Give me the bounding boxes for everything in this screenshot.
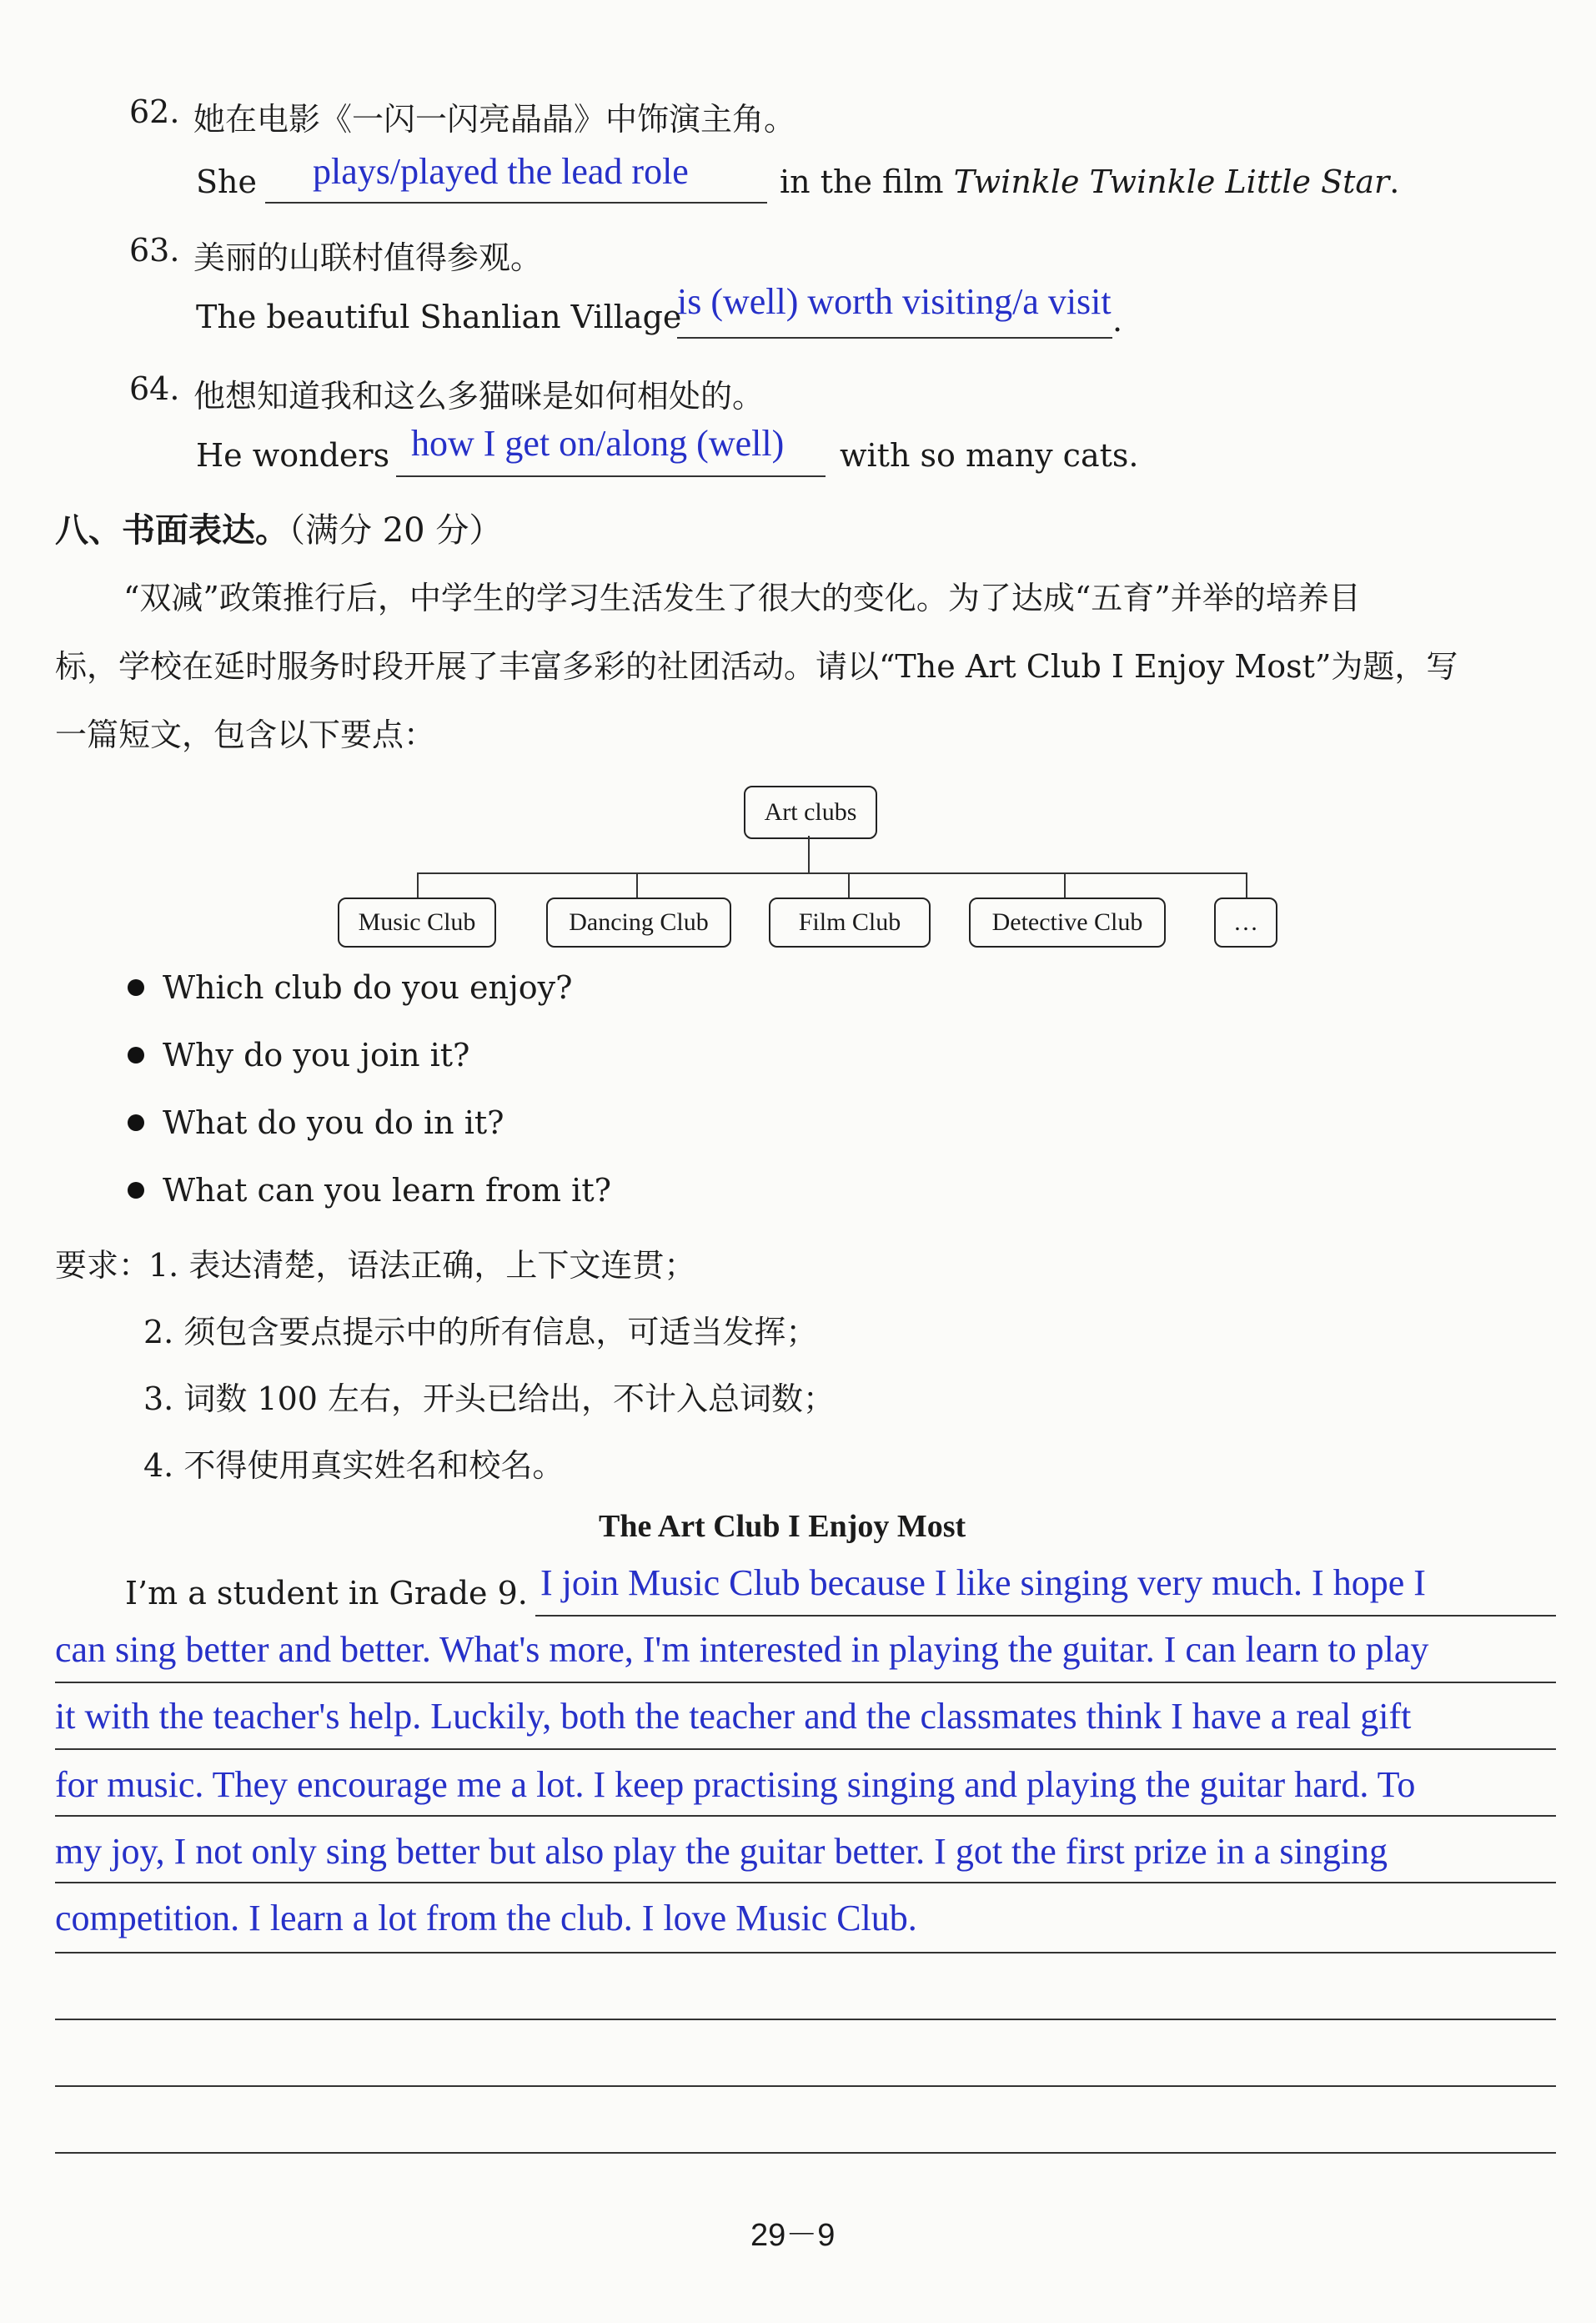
bullet-text-1: Which club do you enjoy?: [163, 969, 573, 1006]
intro-line-2: 标，学校在延时服务时段开展了丰富多彩的社团活动。请以“The Art Club I Enjoy Most”为题，写: [55, 648, 1458, 685]
writing-line-3[interactable]: [55, 1748, 1556, 1750]
bullet-text-3: What do you do in it?: [163, 1104, 504, 1141]
diagram-stem-1: [417, 872, 419, 898]
question-63-answer: is (well) worth visiting/a visit: [677, 281, 1112, 322]
essay-line-3: it with the teacher's help. Luckily, both the teacher and the classmates think I have a real gift: [55, 1696, 1412, 1737]
question-63-number: 63.: [129, 232, 180, 269]
bullet-dot-4: [128, 1182, 144, 1199]
bullet-dot-2: [128, 1047, 144, 1063]
diagram-stem-4: [1064, 872, 1066, 898]
essay-line-1: I join Music Club because I like singing very much. I hope I: [540, 1562, 1426, 1603]
question-62-number: 62.: [129, 93, 180, 130]
diagram-node-more: …: [1214, 898, 1277, 948]
section-title: 八、书面表达。: [55, 510, 289, 550]
diagram-root: Art clubs: [744, 786, 877, 839]
question-62-period: .: [1389, 163, 1400, 200]
essay-line-2: can sing better and better. What's more, I'm interested in playing the guitar. I can learn to play: [55, 1629, 1429, 1670]
requirements-label: 要求：: [55, 1247, 151, 1284]
question-62-chinese: 她在电影《一闪一闪亮晶晶》中饰演主角。: [193, 101, 796, 138]
writing-line-9[interactable]: [55, 2152, 1556, 2154]
section-score: （满分 20 分）: [289, 511, 503, 550]
writing-line-6[interactable]: [55, 1952, 1556, 1953]
film-title: Twinkle Twinkle Little Star: [953, 163, 1390, 200]
diagram-stem-2: [636, 872, 638, 898]
page-number: 29－9: [750, 2218, 836, 2253]
question-64-suffix: with so many cats.: [840, 437, 1139, 474]
requirement-3: 3. 词数 100 左右，开头已给出，不计入总词数；: [143, 1380, 836, 1417]
question-62-answer: plays/played the lead role: [313, 151, 689, 192]
essay-line-4: for music. They encourage me a lot. I keep practising singing and playing the guitar hard. To: [55, 1764, 1416, 1805]
intro-line-3: 一篇短文，包含以下要点：: [55, 717, 436, 753]
requirement-2: 2. 须包含要点提示中的所有信息，可适当发挥；: [143, 1314, 818, 1350]
question-62-suffix-text: in the film: [780, 163, 944, 200]
diagram-stem-5: [1246, 872, 1247, 898]
question-64-chinese: 他想知道我和这么多猫咪是如何相处的。: [193, 378, 765, 415]
question-64-blank[interactable]: [396, 475, 826, 477]
diagram-node-film-club: Film Club: [769, 898, 931, 948]
question-62-blank[interactable]: [265, 202, 767, 204]
bullet-dot-3: [128, 1114, 144, 1131]
diagram-node-music-club: Music Club: [338, 898, 496, 948]
diagram-node-dancing-club: Dancing Club: [546, 898, 731, 948]
bullet-text-2: Why do you join it?: [163, 1037, 470, 1074]
bullet-text-4: What can you learn from it?: [163, 1172, 611, 1209]
diagram-branch-bar: [417, 872, 1247, 874]
requirement-1: 1. 表达清楚，语法正确，上下文连贯；: [148, 1247, 696, 1284]
section-heading: [55, 504, 502, 551]
question-63-prefix: The beautiful Shanlian Village: [196, 299, 682, 335]
diagram-root-stem: [808, 836, 810, 872]
writing-line-2[interactable]: [55, 1682, 1556, 1683]
question-63-blank[interactable]: [677, 337, 1112, 339]
writing-line-1[interactable]: [535, 1615, 1556, 1617]
diagram-stem-3: [848, 872, 850, 898]
question-64-number: 64.: [129, 370, 180, 407]
essay-title: The Art Club I Enjoy Most: [599, 1509, 966, 1544]
requirement-4: 4. 不得使用真实姓名和校名。: [143, 1447, 565, 1484]
writing-line-4[interactable]: [55, 1815, 1556, 1817]
writing-line-7[interactable]: [55, 2019, 1556, 2020]
writing-line-5[interactable]: [55, 1882, 1556, 1883]
question-63-period: .: [1112, 302, 1123, 339]
question-62-prefix: She: [196, 163, 257, 200]
question-64-answer: how I get on/along (well): [411, 423, 785, 464]
question-63-chinese: 美丽的山联村值得参观。: [193, 239, 543, 276]
question-64-prefix: He wonders: [196, 437, 390, 474]
diagram-node-detective-club: Detective Club: [969, 898, 1166, 948]
question-62-suffix: [780, 163, 1399, 200]
bullet-dot-1: [128, 979, 144, 996]
essay-opening: I’m a student in Grade 9.: [125, 1575, 528, 1612]
intro-line-1: “双减”政策推行后，中学生的学习生活发生了很大的变化。为了达成“五育”并举的培养目: [123, 580, 1361, 616]
essay-line-6: competition. I learn a lot from the club. I love Music Club.: [55, 1898, 917, 1938]
writing-line-8[interactable]: [55, 2085, 1556, 2087]
essay-line-5: my joy, I not only sing better but also play the guitar better. I got the first prize in a singing: [55, 1831, 1388, 1872]
